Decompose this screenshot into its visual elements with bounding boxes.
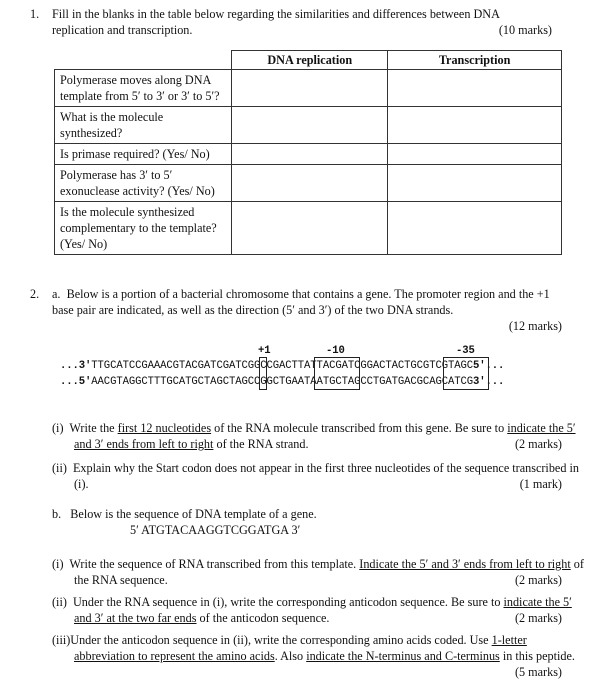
bottom-strand: ...5′AACGTAGGCTTTGCATGCTAGCTAGCCGGCTGAATAATGCTAGCCTGATGACGCAGCATCG3′... (60, 376, 505, 388)
column-header-transcription: Transcription (388, 51, 562, 70)
label-minus-10: -10 (326, 345, 345, 357)
question-1-text: Fill in the blanks in the table below regarding the similarities and differences between DNA replication and transcription. (52, 7, 500, 37)
row-label: What is the molecule synthesized? (55, 107, 232, 144)
row-label: Polymerase moves along DNA template from 5′ to 3′ or 3′ to 5′? (55, 70, 232, 107)
part-a-i: (i) Write the first 12 nucleotides of the RNA molecule transcribed from this gene. Be sure to indicate the 5′ and 3′ ends from left to right of the RNA strand. (52, 421, 576, 451)
part-b-i: (i) Write the sequence of RNA transcribed from this template. Indicate the 5′ and 3′ ends from left to right of the RNA sequence. (52, 557, 584, 587)
table-corner-cell (55, 51, 232, 70)
column-header-dna-replication: DNA replication (232, 51, 388, 70)
table-row (55, 70, 562, 107)
question-2a-prompt (52, 286, 562, 318)
table-row (55, 165, 562, 202)
part-b-iii: (iii)Under the anticodon sequence in (ii), write the corresponding amino acids coded. Use 1-letter abbreviation to represent the amino acids. Also indicate the N-terminus and C-terminus in this peptide. (52, 633, 575, 663)
plus-1-box (259, 357, 267, 390)
part-b-i-marks: (2 marks) (514, 573, 562, 587)
question-1-prompt (52, 6, 552, 38)
answer-cell-transcription[interactable] (388, 165, 562, 202)
template-sequence: 5′ ATGTACAAGGTCGGATGA 3′ (130, 523, 301, 537)
minus-10-box (314, 357, 360, 390)
answer-cell-replication[interactable] (232, 202, 388, 255)
answer-cell-transcription[interactable] (388, 144, 562, 165)
part-a-marks: (12 marks) (508, 319, 562, 333)
part-b-iii-marks: (5 marks) (514, 665, 562, 679)
answer-cell-replication[interactable] (232, 70, 388, 107)
answer-cell-replication[interactable] (232, 144, 388, 165)
part-a-ii-marks: (1 mark) (519, 477, 562, 491)
part-a-ii: (ii) Explain why the Start codon does not appear in the first three nucleotides of the sequence transcribed in (i). (52, 461, 579, 491)
answer-cell-replication[interactable] (232, 107, 388, 144)
comparison-table (54, 50, 562, 255)
minus-35-box (443, 357, 489, 390)
question-1-marks: (10 marks) (498, 23, 552, 37)
part-a-label: a. (52, 287, 61, 301)
table-row (55, 144, 562, 165)
answer-cell-transcription[interactable] (388, 202, 562, 255)
table-row (55, 202, 562, 255)
label-minus-35: -35 (456, 345, 475, 357)
part-b-ii-marks: (2 marks) (514, 611, 562, 625)
part-a-text: Below is a portion of a bacterial chromosome that contains a gene. The promoter region and the +1 base pair are indicated, as well as the direction (5′ and 3′) of the two DNA strands. (52, 287, 550, 317)
question-2-number: 2. (30, 287, 40, 301)
table-header-row (55, 51, 562, 70)
answer-cell-transcription[interactable] (388, 107, 562, 144)
answer-cell-transcription[interactable] (388, 70, 562, 107)
answer-cell-replication[interactable] (232, 165, 388, 202)
row-label: Is primase required? (Yes/ No) (55, 144, 232, 165)
question-1-number: 1. (30, 7, 40, 21)
part-b-prompt: b. Below is the sequence of DNA template of a gene. (52, 507, 317, 521)
top-strand: ...3′TTGCATCCGAAACGTACGATCGATCGGCCGACTTATTACGATCGGACTACTGCGTCGTAGC5′... (60, 360, 505, 372)
part-b-ii: (ii) Under the RNA sequence in (i), write the corresponding anticodon sequence. Be sure to indicate the 5′ and 3′ at the two far ends of the anticodon sequence. (52, 595, 572, 625)
row-label: Is the molecule synthesized complementary to the template? (Yes/ No) (55, 202, 232, 255)
part-a-i-marks: (2 marks) (514, 437, 562, 451)
table-row (55, 107, 562, 144)
row-label: Polymerase has 3′ to 5′ exonuclease activity? (Yes/ No) (55, 165, 232, 202)
label-plus-1: +1 (258, 345, 271, 357)
